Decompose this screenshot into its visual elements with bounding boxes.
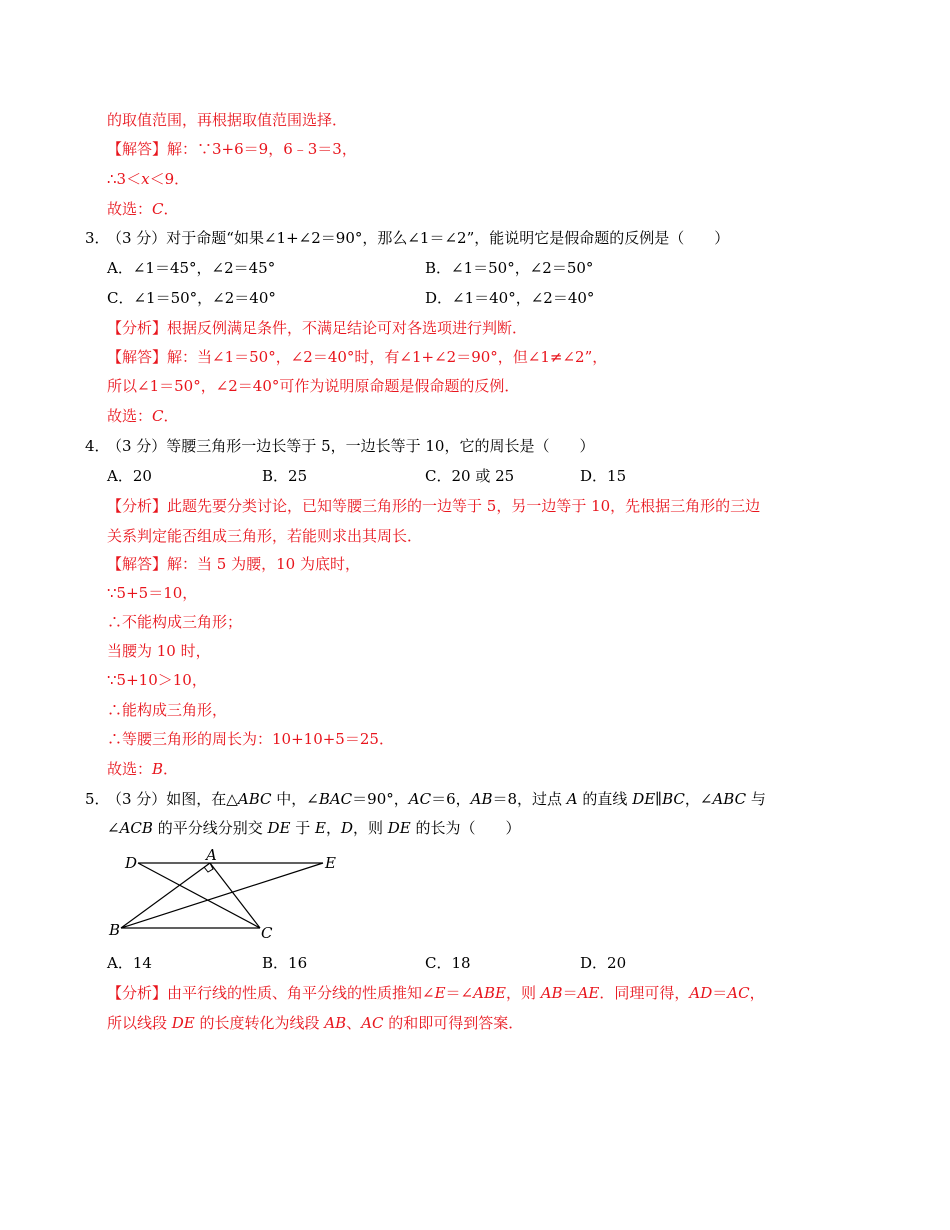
triangle-figure <box>100 846 350 946</box>
q3-option-a: A．∠1＝45°，∠2＝45° <box>107 259 276 277</box>
text: 故选： <box>107 407 153 425</box>
analysis-text: 此题先要分类讨论，已知等腰三角形的一边等于 5，另一边等于 10，先根据三角形的三边 <box>167 497 761 515</box>
answer-tag: 【解答】 <box>107 555 168 573</box>
t: 由平行线的性质、角平分线的性质推知∠ <box>167 984 435 1002</box>
q3-option-c: C．∠1＝50°，∠2＝40° <box>107 289 276 307</box>
t: 的长度转化为线段 <box>194 1014 325 1032</box>
q4-answer-3: ∴不能构成三角形； <box>107 613 243 631</box>
q5-analysis-2 <box>107 1013 523 1033</box>
t: ＝8，过点 <box>492 790 567 808</box>
label-c: C <box>261 924 273 942</box>
q2-answer-line-1 <box>107 139 357 159</box>
v: AC <box>727 984 750 1002</box>
var: x <box>141 170 150 188</box>
q3-number: 3． <box>85 229 110 247</box>
text: ． <box>163 760 179 778</box>
text: ． <box>163 200 179 218</box>
q4-answer-2: ∵5+5＝10， <box>107 584 198 602</box>
q3-choice <box>107 406 179 426</box>
t: ， <box>749 984 765 1002</box>
q3-option-d: D．∠1＝40°，∠2＝40° <box>425 289 595 307</box>
v: E <box>315 819 326 837</box>
t: 的平分线分别交 <box>152 819 268 837</box>
t: ，则 <box>505 984 541 1002</box>
q4-analysis-2: 关系判定能否组成三角形，若能则求出其周长． <box>107 527 423 545</box>
v: A <box>566 790 578 808</box>
v: DE <box>387 819 411 837</box>
t: ＝∠ <box>445 984 474 1002</box>
q4-number: 4． <box>85 437 110 455</box>
q4-answer-7: ∴等腰三角形的周长为：10+10+5＝25． <box>107 730 394 748</box>
v: DE <box>171 1014 195 1032</box>
q4-option-b: B．25 <box>262 467 308 485</box>
text: 故选： <box>107 200 153 218</box>
t: 的和即可得到答案． <box>383 1014 524 1032</box>
label-d: D <box>125 854 138 872</box>
q3-analysis <box>107 318 527 338</box>
v: E <box>434 984 446 1002</box>
choice-letter: B <box>152 760 164 778</box>
line-ac <box>210 863 260 928</box>
q2-analysis-tail: 的取值范围，再根据取值范围选择． <box>107 111 348 129</box>
v: ACB <box>119 819 153 837</box>
label-e: E <box>325 854 336 872</box>
answer-tag: 【解答】 <box>107 140 168 158</box>
v: AB <box>324 1014 347 1032</box>
v: AB <box>540 984 563 1002</box>
t: 的直线 <box>577 790 633 808</box>
q2-choice <box>107 199 179 219</box>
v: AE <box>577 984 600 1002</box>
v: DE <box>267 819 291 837</box>
q4-option-c: C．20 或 25 <box>425 467 515 485</box>
v: DE <box>632 790 656 808</box>
t: ∠ <box>107 819 120 837</box>
q5-option-d: D．20 <box>580 954 627 972</box>
t: ＝90°， <box>352 790 409 808</box>
t: 于 <box>290 819 315 837</box>
answer-tag: 【解答】 <box>107 348 168 366</box>
t: 所以线段 <box>107 1014 172 1032</box>
q4-answer-6: ∴能构成三角形， <box>107 701 228 719</box>
choice-letter: C <box>152 200 164 218</box>
v: ABC <box>237 790 272 808</box>
q5-stem-2 <box>107 818 521 838</box>
t: ，则 <box>353 819 388 837</box>
t: ，∠ <box>684 790 713 808</box>
analysis-tag: 【分析】 <box>107 984 168 1002</box>
t: 、 <box>346 1014 362 1032</box>
answer-text: 解：当∠1＝50°，∠2＝40°时，有∠1+∠2＝90°，但∠1≠∠2”， <box>167 348 608 366</box>
t: ．同理可得， <box>599 984 690 1002</box>
text: ＜9． <box>149 170 190 188</box>
q3-answer-1 <box>107 347 607 367</box>
q4-option-d: D．15 <box>580 467 627 485</box>
q3-option-b: B．∠1＝50°，∠2＝50° <box>425 259 594 277</box>
text: ∴3＜ <box>107 170 142 188</box>
line-ba <box>121 863 210 928</box>
text: 故选： <box>107 760 153 778</box>
answer-text: 解：∵3+6＝9，6﹣3＝3， <box>167 140 357 158</box>
label-a: A <box>206 846 217 864</box>
t: 与 <box>746 790 766 808</box>
v: ABC <box>712 790 747 808</box>
q5-analysis-1 <box>107 983 765 1003</box>
answer-text: 解：当 5 为腰，10 为底时， <box>167 555 360 573</box>
choice-letter: C <box>152 407 164 425</box>
analysis-tag: 【分析】 <box>107 319 168 337</box>
line-cd <box>138 863 260 928</box>
t: ， <box>325 819 341 837</box>
q2-answer-line-2 <box>107 169 189 189</box>
q5-option-a: A．14 <box>107 954 152 972</box>
v: BC <box>662 790 685 808</box>
v: AD <box>689 984 713 1002</box>
v: D <box>340 819 353 837</box>
analysis-text: 根据反例满足条件，不满足结论可对各选项进行判断． <box>167 319 528 337</box>
q5-option-c: C．18 <box>425 954 471 972</box>
t: ＝ <box>562 984 578 1002</box>
text: ． <box>163 407 179 425</box>
t: ＝ <box>712 984 728 1002</box>
t: （3 分）如图，在△ <box>107 790 238 808</box>
q5-stem-1 <box>107 789 766 809</box>
line-be <box>121 863 323 928</box>
t: 的长为（ ） <box>410 819 521 837</box>
q4-answer-5: ∵5+10＞10， <box>107 671 207 689</box>
q5-option-b: B．16 <box>262 954 308 972</box>
v: BAC <box>318 790 353 808</box>
label-b: B <box>109 921 121 939</box>
q4-answer-4: 当腰为 10 时， <box>107 642 211 660</box>
v: ABE <box>473 984 506 1002</box>
q4-answer-1 <box>107 554 360 574</box>
q3-answer-2: 所以∠1＝50°，∠2＝40°可作为说明原命题是假命题的反例． <box>107 377 520 395</box>
analysis-tag: 【分析】 <box>107 497 168 515</box>
t: ＝6， <box>431 790 471 808</box>
q4-choice <box>107 759 178 779</box>
q4-stem: （3 分）等腰三角形一边长等于 5，一边长等于 10，它的周长是（ ） <box>107 437 595 455</box>
q3-stem: （3 分）对于命题“如果∠1+∠2＝90°，那么∠1＝∠2”，能说明它是假命题的反例是（ ） <box>107 229 730 247</box>
q5-number: 5． <box>85 790 110 808</box>
q4-option-a: A．20 <box>107 467 152 485</box>
v: AC <box>361 1014 384 1032</box>
t: 中，∠ <box>271 790 319 808</box>
q4-analysis-1 <box>107 496 760 516</box>
v: AC <box>408 790 432 808</box>
t: ∥ <box>655 790 663 808</box>
v: AB <box>470 790 493 808</box>
